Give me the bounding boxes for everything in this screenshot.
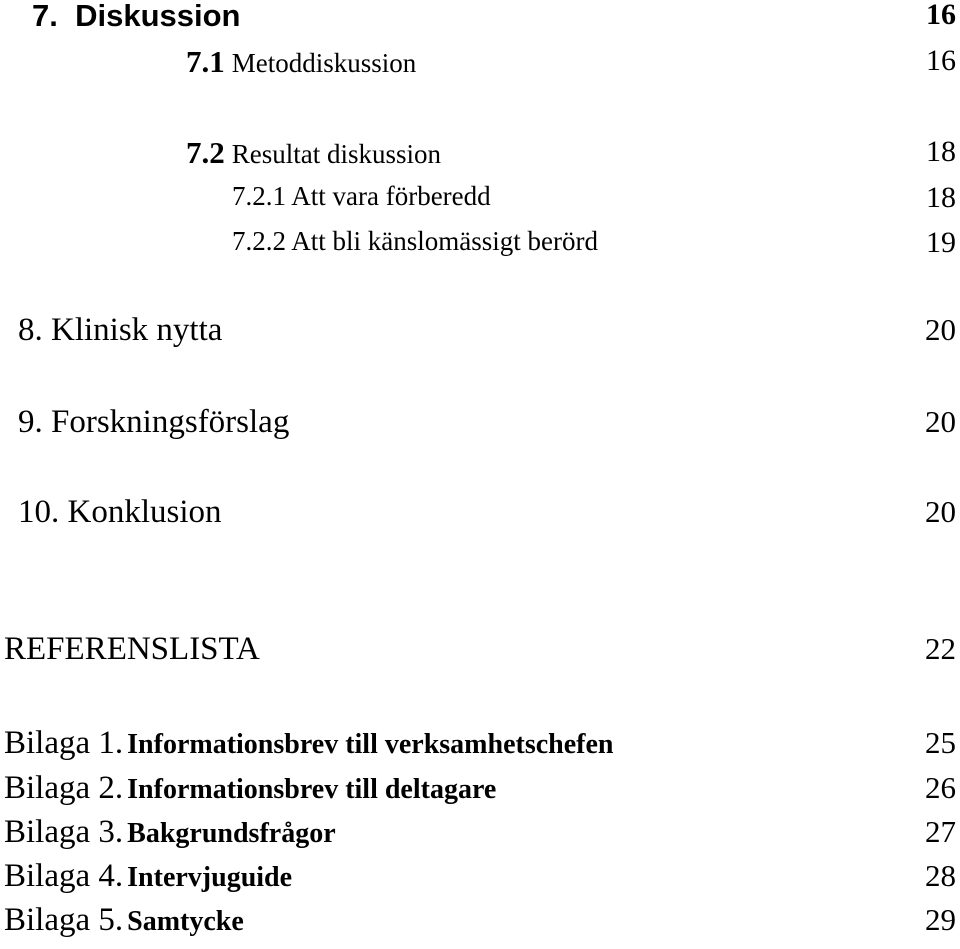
toc-page-number: 28 bbox=[925, 858, 956, 893]
appendix-number: Bilaga 4. bbox=[4, 858, 124, 894]
appendix-title: Informationsbrev till verksamhetschefen bbox=[127, 729, 614, 760]
toc-entry-att-vara-forberedd bbox=[0, 181, 960, 217]
toc-entry-label: 9. Forskningsförslag bbox=[18, 404, 290, 440]
toc-entry-forskningsforslag bbox=[0, 404, 960, 444]
toc-entry-metoddiskussion bbox=[0, 44, 960, 82]
toc-entry-title: Metoddiskussion bbox=[231, 48, 417, 78]
toc-entry-label bbox=[4, 725, 613, 762]
appendix-title: Informationsbrev till deltagare bbox=[127, 774, 497, 805]
toc-entry-title: Resultat diskussion bbox=[231, 139, 442, 169]
toc-entry-label: 7.2.1 Att vara förberedd bbox=[232, 181, 491, 211]
toc-page-number: 18 bbox=[926, 135, 956, 168]
appendix-number: Bilaga 3. bbox=[4, 814, 124, 850]
toc-entry-label bbox=[186, 135, 441, 171]
appendix-title: Samtycke bbox=[127, 906, 244, 937]
toc-page-number: 27 bbox=[925, 814, 956, 849]
toc-entry-label bbox=[4, 902, 244, 939]
toc-entry-label: 8. Klinisk nytta bbox=[18, 312, 223, 348]
appendix-title: Bakgrundsfrågor bbox=[127, 818, 336, 849]
toc-entry-number: 7.1 bbox=[186, 44, 225, 79]
toc-entry-resultat-diskussion bbox=[0, 135, 960, 173]
toc-entry-label bbox=[4, 814, 336, 851]
toc-page-number: 16 bbox=[926, 0, 956, 31]
toc-page-number: 20 bbox=[925, 312, 956, 347]
toc-entry-label: 7.2.2 Att bli känslomässigt berörd bbox=[232, 226, 598, 256]
toc-entry-diskussion bbox=[0, 0, 960, 36]
toc-page-number: 22 bbox=[925, 631, 956, 666]
toc-entry-bilaga-3 bbox=[0, 814, 960, 854]
toc-entry-klinisk-nytta bbox=[0, 312, 960, 352]
toc-entry-bilaga-1 bbox=[0, 725, 960, 765]
toc-page-number: 18 bbox=[926, 181, 956, 214]
toc-page-number: 29 bbox=[925, 902, 956, 937]
toc-page-number: 20 bbox=[925, 494, 956, 529]
toc-entry-bilaga-4 bbox=[0, 858, 960, 898]
toc-page-number: 26 bbox=[925, 770, 956, 805]
toc-entry-bilaga-2 bbox=[0, 770, 960, 810]
toc-entry-label: REFERENSLISTA bbox=[4, 631, 260, 667]
appendix-title: Intervjuguide bbox=[127, 862, 293, 893]
toc-entry-label bbox=[4, 770, 496, 807]
toc-entry-number: 7.2 bbox=[186, 135, 225, 170]
toc-entry-title: Diskussion bbox=[75, 0, 241, 33]
toc-entry-konklusion bbox=[0, 494, 960, 534]
toc-page-number: 16 bbox=[926, 44, 956, 77]
toc-entry-number: 7. bbox=[32, 0, 58, 33]
appendix-number: Bilaga 2. bbox=[4, 770, 124, 806]
toc-page-number: 19 bbox=[926, 226, 956, 259]
toc-entry-label bbox=[186, 44, 416, 80]
toc-page-number: 25 bbox=[925, 725, 956, 760]
appendix-number: Bilaga 5. bbox=[4, 902, 124, 938]
toc-entry-att-bli-kanslomassigt-berord bbox=[0, 226, 960, 262]
appendix-number: Bilaga 1. bbox=[4, 725, 124, 761]
toc-entry-bilaga-5 bbox=[0, 902, 960, 942]
toc-entry-referenslista bbox=[0, 631, 960, 671]
toc-entry-label: 10. Konklusion bbox=[18, 494, 222, 530]
toc-entry-label bbox=[32, 0, 240, 34]
toc-entry-label bbox=[4, 858, 292, 895]
toc-page-number: 20 bbox=[925, 404, 956, 439]
